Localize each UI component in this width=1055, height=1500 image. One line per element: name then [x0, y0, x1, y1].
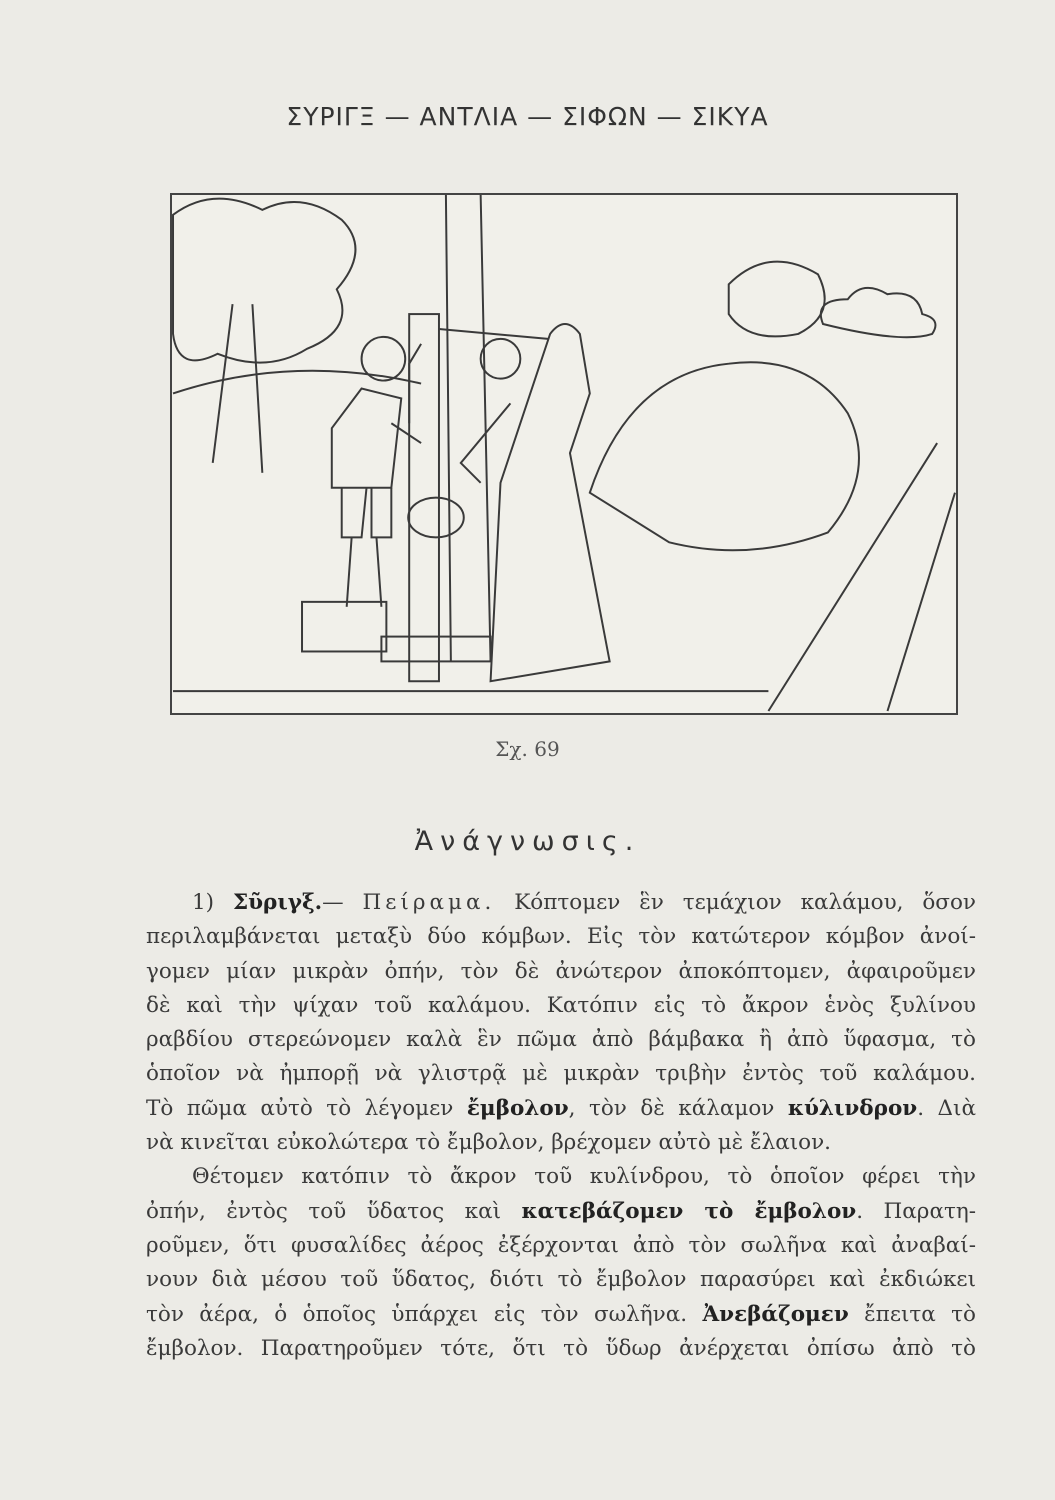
term-kylindros: κύλινδρον — [787, 1095, 918, 1121]
road-lines — [768, 443, 955, 711]
paragraph2-line6: ἔμβολον. Παρατηροῦμεν τότε, ὅτι τὸ ὕδωρ ἀνέρχεται ὀπίσω ἀπὸ τὸ — [146, 1335, 976, 1361]
line-text: τὸν ἀέρα, ὁ ὁποῖος ὑπάρχει εἰς τὸν σωλῆνα. — [146, 1301, 703, 1327]
line-text: Τὸ πῶμα αὐτὸ τὸ λέγομεν — [146, 1095, 467, 1121]
hill-line — [173, 371, 421, 394]
paragraph2-line4: νουν διὰ μέσου τοῦ ὕδατος, διότι τὸ ἔμβολον παρασύρει καὶ ἐκδιώκει — [146, 1267, 976, 1293]
paragraph2-line1: Θέτομεν κατόπιν τὸ ἄκρον τοῦ κυλίνδρου, τὸ ὁποῖον φέρει τὴν — [192, 1164, 976, 1190]
paragraph1-line5: ραβδίου στερεώνομεν καλὰ ἓν πῶμα ἀπὸ βάμβακα ἢ ἀπὸ ὕφασμα, τὸ — [146, 1027, 976, 1053]
line-text: . Διὰ — [917, 1095, 976, 1121]
emphasis-lower-piston: κατεβάζομεν τὸ ἔμβολον — [521, 1198, 857, 1224]
line-text: ἔπειτα τὸ — [848, 1301, 976, 1327]
water-bowl — [408, 498, 464, 538]
paragraph2-line2 — [146, 1195, 976, 1229]
paragraph1-line6: ὁποῖον νὰ ἠμπορῇ νὰ γλιστρᾷ μὲ μικρὰν τριβὴν ἐντὸς τοῦ καλάμου. — [146, 1061, 976, 1087]
running-title: ΣΥΡΙΓΞ — ΑΝΤΛΙΑ — ΣΙΦΩΝ — ΣΙΚΥΑ — [286, 102, 769, 131]
paragraph2-line5 — [146, 1298, 976, 1332]
paragraph1-line2: περιλαμβάνεται μεταξὺ δύο κόμβων. Εἰς τὸν κατώτερον κόμβον ἀνοί- — [146, 924, 976, 950]
section-title: Ἀνάγνωσις. — [414, 826, 641, 857]
boy-shorts — [342, 488, 392, 538]
experiment-label: Πείραμα. — [362, 890, 496, 915]
center-tree-trunk — [446, 195, 491, 661]
illustration-pump-scene — [170, 193, 958, 715]
pump-handle — [439, 329, 548, 339]
dash: — — [322, 890, 363, 915]
paragraph1-line1 — [146, 886, 976, 920]
body-text — [146, 886, 976, 1366]
paragraph1-line4: δὲ καὶ τὴν ψίχαν τοῦ καλάμου. Κατόπιν εἰς τὸ ἄκρον ἑνὸς ξυλίνου — [146, 992, 976, 1018]
paragraph1-line3: γομεν μίαν μικρὰν ὀπήν, τὸν δὲ ἀνώτερον ἀποκόπτομεν, ἀφαιροῦμεν — [146, 958, 976, 984]
line-text: . Παρατη- — [856, 1198, 976, 1224]
pump-illustration-drawing — [172, 195, 956, 713]
drain-grate — [381, 637, 490, 662]
boy-jacket — [332, 389, 401, 488]
stone-block — [302, 602, 386, 652]
woman-head — [481, 339, 521, 379]
distant-tree — [729, 262, 825, 337]
line-text: , τὸν δὲ κάλαμον — [568, 1095, 788, 1121]
paragraph1-line8: νὰ κινεῖται εὐκολώτερα τὸ ἔμβολον, βρέχομεν αὐτὸ μὲ ἔλαιον. — [146, 1130, 832, 1156]
paragraph1-line7 — [146, 1092, 976, 1126]
left-tree-canopy — [173, 199, 355, 363]
left-tree-trunk — [213, 304, 263, 473]
item-number: 1) — [192, 890, 233, 915]
line-text: Κόπτομεν ἓν τεμάχιον καλάμου, ὅσον — [495, 890, 976, 915]
paragraph2-line3: ροῦμεν, ὅτι φυσαλίδες ἀέρος ἐξέρχονται ἀπὸ τὸν σωλῆνα καὶ ἀναβαί- — [146, 1232, 976, 1258]
line-text: ὀπήν, ἐντὸς τοῦ ὕδατος καὶ — [146, 1198, 522, 1224]
right-bushes — [590, 362, 859, 550]
cloud-shape — [821, 288, 936, 337]
boy-head — [362, 337, 406, 381]
term-embolon: ἔμβολον — [466, 1095, 569, 1121]
emphasis-raise: Ἀνεβάζομεν — [702, 1301, 849, 1327]
boy-legs — [347, 537, 382, 606]
figure-caption: Σχ. 69 — [495, 737, 560, 761]
term-syrinx: Σῦριγξ. — [232, 890, 323, 915]
